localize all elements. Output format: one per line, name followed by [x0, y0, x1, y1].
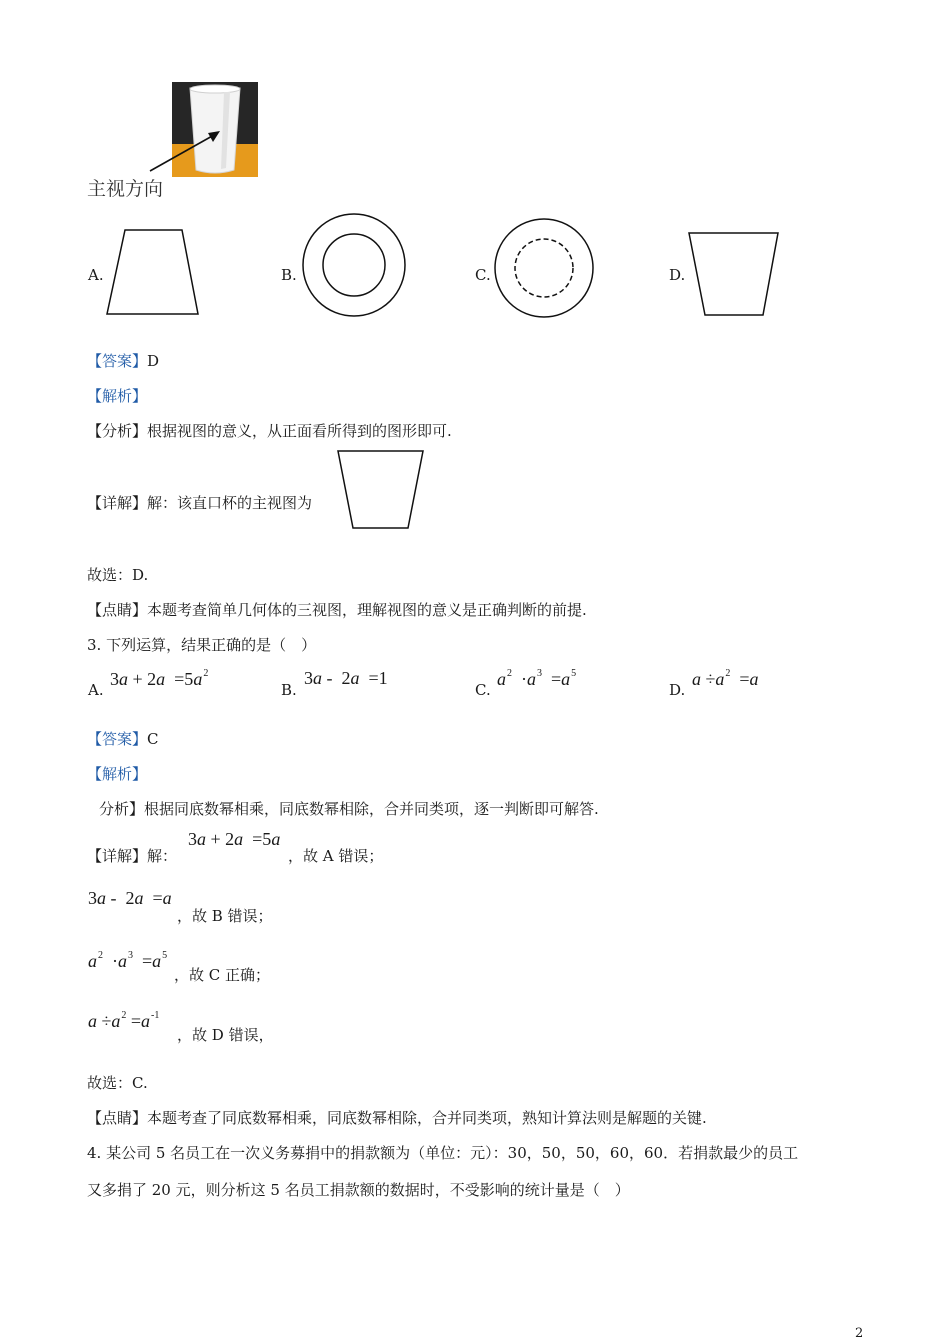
q3-option-d-label: D.	[669, 681, 686, 699]
q3-xiangjie	[87, 845, 177, 866]
page-number: 2	[855, 1326, 864, 1341]
q3-dianjing	[87, 1107, 707, 1128]
answer-tag: 【答案】	[87, 730, 148, 748]
q2-dianjing	[87, 599, 587, 620]
answer-tag: 【答案】	[87, 352, 148, 370]
q3-line-b-suffix: ，故 B 错误；	[177, 907, 273, 925]
xiangjie-text: 解：该直口杯的主视图为	[147, 494, 313, 512]
q3-line-a-suffix: ，故 A 错误；	[288, 847, 384, 865]
dianjing-text: 本题考查了同底数幂相乘，同底数幂相除，合并同类项，熟知计算法则是解题的关键.	[147, 1109, 707, 1127]
q3-option-b-label: B.	[281, 681, 297, 699]
q3-line-c-expr: $a^2 \cdot a^3 =a^5$	[88, 950, 168, 971]
fenxi-text: 根据视图的意义，从正面看所得到的图形即可.	[147, 422, 452, 440]
dianjing-tag: 【点睛】	[87, 601, 148, 619]
q3-choice: 故选：C.	[87, 1074, 148, 1092]
q3-analysis-tag: 【解析】	[87, 765, 148, 783]
view-direction-label: 主视方向	[87, 178, 164, 200]
xiangjie-tag: 【详解】	[87, 847, 148, 865]
xiangjie-prefix: 解：	[147, 847, 178, 865]
q2-option-c-label: C.	[475, 266, 491, 284]
q2-answer	[87, 350, 159, 371]
q3-option-a-expr: $3a + 2a =5a^2$	[110, 668, 209, 689]
q3-option-d-expr: $a \div a^2 =a$	[692, 668, 759, 689]
q3-option-c-expr: $a^2 \cdot a^3 =a^5$	[497, 668, 577, 689]
answer-value: C	[147, 730, 159, 748]
view-direction-arrow	[140, 125, 230, 180]
q3-option-c-label: C.	[475, 681, 491, 699]
xiangjie-tag: 【详解】	[87, 494, 148, 512]
q2-choice: 故选：D.	[87, 566, 149, 584]
dianjing-text: 本题考查简单几何体的三视图，理解视图的意义是正确判断的前提.	[147, 601, 587, 619]
dianjing-tag: 【点睛】	[87, 1109, 148, 1127]
q3-line-b-expr: 3a - 2a =a	[88, 888, 172, 908]
q3-answer	[87, 728, 159, 749]
answer-value: D	[147, 352, 160, 370]
front-view-figure	[336, 449, 426, 531]
q2-analysis-tag: 【解析】	[87, 387, 148, 405]
q2-xiangjie	[87, 492, 312, 513]
q4-stem-line2: 又多捐了 20 元，则分析这 5 名员工捐款额的数据时，不受影响的统计量是（ ）	[87, 1181, 630, 1199]
q3-line-d-suffix: ，故 D 错误，	[177, 1026, 274, 1044]
q3-line-d-expr: $a \div a^2 =a^{-1}$	[88, 1010, 160, 1031]
q3-stem: 3. 下列运算，结果正确的是（ ）	[87, 636, 317, 654]
fenxi-tag: 【分析】	[87, 422, 148, 440]
q3-line-a-expr: 3a + 2a =5a	[188, 829, 281, 849]
q3-line-c-suffix: ，故 C 正确；	[174, 966, 271, 984]
q4-stem-line1: 4. 某公司 5 名员工在一次义务募捐中的捐款额为（单位：元）：30，50，50，60，60．若捐款最少的员工	[87, 1144, 799, 1162]
q2-option-b-figure	[300, 211, 408, 319]
q2-option-d-figure	[687, 230, 782, 320]
q2-option-d-label: D.	[669, 266, 686, 284]
q3-fenxi: 分析】根据同底数幂相乘，同底数幂相除，合并同类项，逐一判断即可解答.	[99, 800, 599, 818]
q3-option-a-label: A.	[88, 681, 104, 699]
q3-option-b-expr: 3a - 2a =1	[304, 668, 388, 688]
q2-option-c-figure	[493, 217, 595, 319]
q2-option-a-figure	[105, 228, 200, 318]
q2-option-b-label: B.	[281, 266, 297, 284]
q2-fenxi	[87, 420, 452, 441]
q2-option-a-label: A.	[88, 266, 104, 284]
